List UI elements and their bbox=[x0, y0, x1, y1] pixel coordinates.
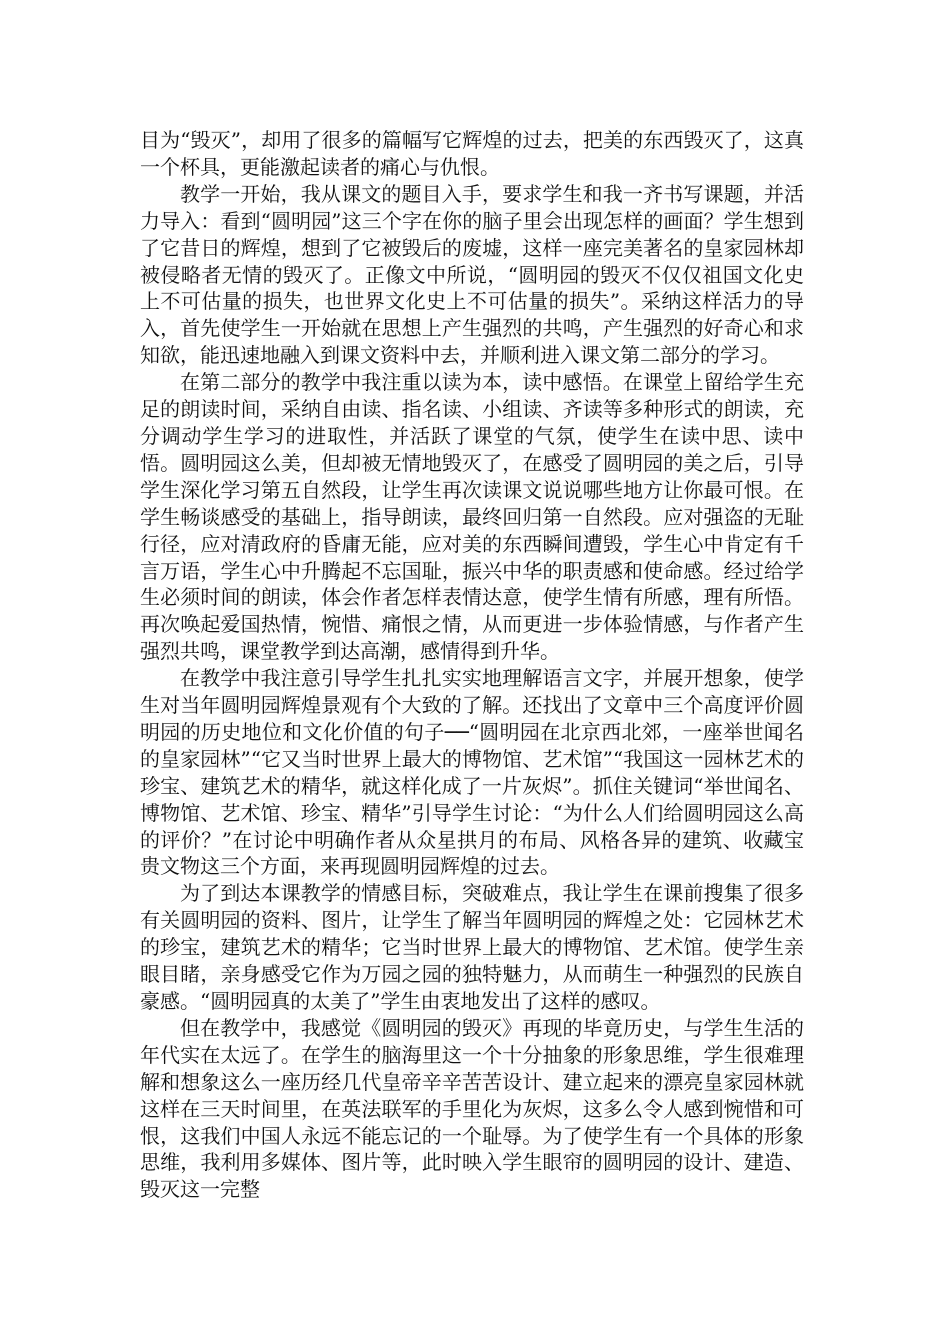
paragraph-1: 目为“毁灭”，却用了很多的篇幅写它辉煌的过去，把美的东西毁灭了，这真一个杯具，更能激起读者的痛心与仇恨。 bbox=[140, 128, 804, 179]
paragraph-4: 在教学中我注意引导学生扎扎实实地理解语言文字，并展开想象，使学生对当年圆明园辉煌景观有个大致的了解。还找出了文章中三个高度评价圆明园的历史地位和文化价值的句子──“圆明园在北京西北郊，一座举世闻名的皇家园林”“它又当时世界上最大的博物馆、艺术馆”“我国这一园林艺术的珍宝、建筑艺术的精华，就这样化成了一片灰烬”。抓住关键词“举世闻名、博物馆、艺术馆、珍宝、精华”引导学生讨论：“为什么人们给圆明园这么高的评价？”在讨论中明确作者从众星拱月的布局、风格各异的建筑、收藏宝贵文物这三个方面，来再现圆明园辉煌的过去。 bbox=[140, 666, 804, 879]
paragraph-5: 为了到达本课教学的情感目标，突破难点，我让学生在课前搜集了很多有关圆明园的资料、图片，让学生了解当年圆明园的辉煌之处：它园林艺术的珍宝，建筑艺术的精华；它当时世界上最大的博物馆、艺术馆。使学生亲眼目睹，亲身感受它作为万园之园的独特魅力，从而萌生一种强烈的民族自豪感。“圆明园真的太美了”学生由衷地发出了这样的感叹。 bbox=[140, 881, 804, 1013]
paragraph-2: 教学一开始，我从课文的题目入手，要求学生和我一齐书写课题，并活力导入：看到“圆明园”这三个字在你的脑子里会出现怎样的画面？学生想到了它昔日的辉煌，想到了它被毁后的废墟，这样一座完美著名的皇家园林却被侵略者无情的毁灭了。正像文中所说，“圆明园的毁灭不仅仅祖国文化史上不可估量的损失，也世界文化史上不可估量的损失”。采纳这样活力的导入，首先使学生一开始就在思想上产生强烈的共鸣，产生强烈的好奇心和求知欲，能迅速地融入到课文资料中去，并顺利进入课文第二部分的学习。 bbox=[140, 181, 804, 368]
document-body bbox=[140, 127, 804, 1203]
paragraph-3: 在第二部分的教学中我注重以读为本，读中感悟。在课堂上留给学生充足的朗读时间，采纳自由读、指名读、小组读、齐读等多种形式的朗读，充分调动学生学习的进取性，并活跃了课堂的气氛，使学生在读中思、读中悟。圆明园这么美，但却被无情地毁灭了，在感受了圆明园的美之后，引导学生深化学习第五自然段，让学生再次读课文说说哪些地方让你最可恨。在学生畅谈感受的基础上，指导朗读，最终回归第一自然段。应对强盗的无耻行径，应对清政府的昏庸无能，应对美的东西瞬间遭毁，学生心中肯定有千言万语，学生心中升腾起不忘国耻，振兴中华的职责感和使命感。经过给学生必须时间的朗读，体会作者怎样表情达意，使学生情有所感，理有所悟。再次唤起爱国热情，惋惜、痛恨之情，从而更进一步体验情感，与作者产生强烈共鸣，课堂教学到达高潮，感情得到升华。 bbox=[140, 370, 804, 664]
paragraph-6: 但在教学中，我感觉《圆明园的毁灭》再现的毕竟历史，与学生生活的年代实在太远了。在学生的脑海里这一个十分抽象的形象思维，学生很难理解和想象这么一座历经几代皇帝辛辛苦苦设计、建立起来的漂亮皇家园林就这样在三天时间里，在英法联军的手里化为灰烬，这多么令人感到惋惜和可恨，这我们中国人永远不能忘记的一个耻辱。为了使学生有一个具体的形象思维，我利用多媒体、图片等，此时映入学生眼帘的圆明园的设计、建造、毁灭这一完整 bbox=[140, 1015, 804, 1202]
